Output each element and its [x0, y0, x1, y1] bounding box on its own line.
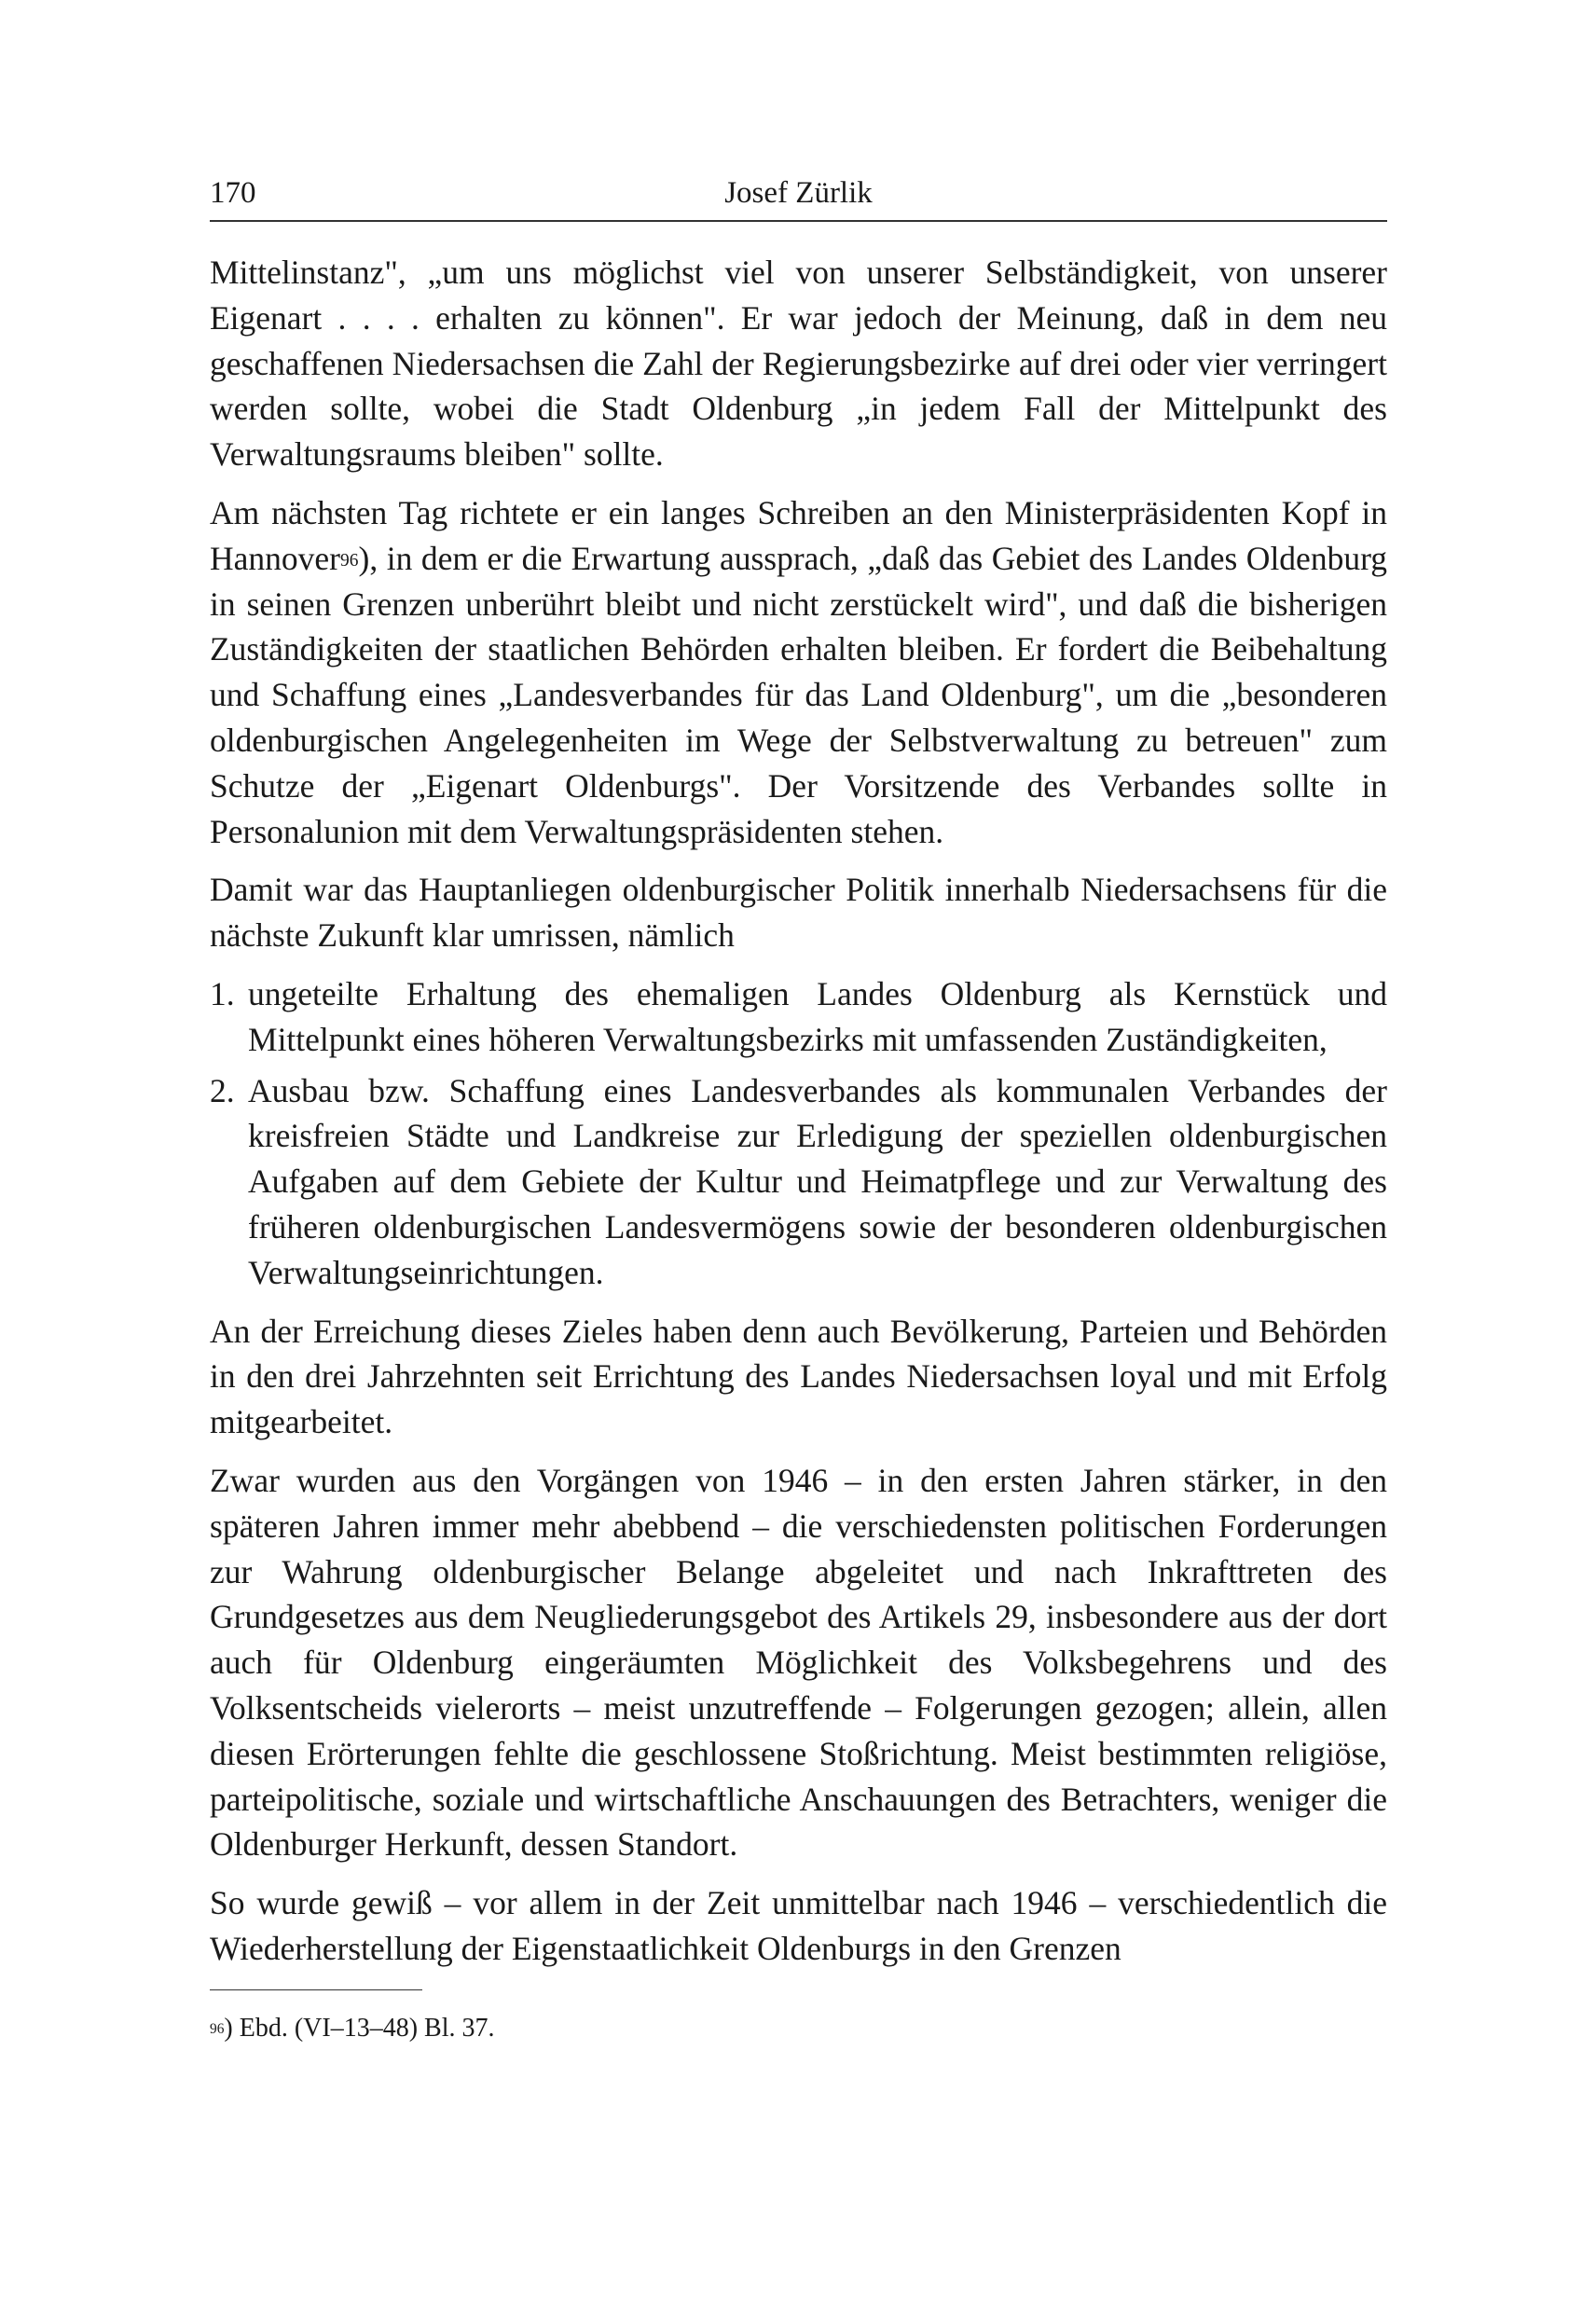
paragraph-5: Zwar wurden aus den Vorgängen von 1946 – in den ersten Jahren stärker, in den späteren Jahren immer mehr abebbend – die verschiedensten politischen Forderungen zur Wahrung oldenburgischer Belange abgeleitet und nach Inkrafttreten des Grundgesetzes aus dem Neugliederungsgebot des Artikels 29, insbesondere aus der dort auch für Oldenburg eingeräumten Möglichkeit des Volksbegehrens und des Volksentscheids vielerorts – meist unzutreffende – Folgerungen gezogen; allein, allen diesen Erörterungen fehlte die geschlossene Stoßrichtung. Meist bestimmten religiöse, parteipolitische, soziale und wirtschaftliche Anschauungen des Betrachters, weniger die Oldenburger Herkunft, dessen Standort. [210, 1461, 1387, 1864]
list-item [210, 1068, 1387, 1296]
footnote-rule [210, 1989, 422, 1990]
running-title: Josef Zürlik [724, 176, 873, 210]
page-number: 170 [210, 176, 256, 210]
paragraph-2-text-before: Am nächsten Tag richtete er ein langes Schreiben an den Ministerpräsidenten Kopf in Hannover [210, 493, 1387, 577]
paragraph-1: Mittelinstanz", „um uns möglichst viel von unserer Selbständigkeit, von unserer Eigenart . . . . erhalten zu können". Er war jedoch der Meinung, daß in dem neu geschaffenen Niedersachsen die Zahl der Regierungsbezirke auf drei oder vier verringert werden sollte, wobei die Stadt Oldenburg „in jedem Fall der Mittelpunkt des Verwaltungsraums bleiben" sollte. [210, 254, 1387, 474]
list-item-number: 1. [210, 974, 235, 1012]
enumerated-list [210, 971, 1387, 1296]
header-rule [210, 220, 1387, 222]
paragraph-4: An der Erreichung dieses Zieles haben denn auch Bevölkerung, Parteien und Behörden in den drei Jahrzehnten seit Errichtung des Landes Niedersachsen loyal und mit Erfolg mitgearbeitet. [210, 1312, 1387, 1441]
list-item [210, 971, 1387, 1063]
running-head [210, 170, 1387, 216]
list-item-text: Ausbau bzw. Schaffung eines Landesverbandes als kommunalen Verbandes der kreisfreien Städte und Landkreise zur Erledigung der speziellen oldenburgischen Aufgaben auf dem Gebiete der Kultur und Heimatpflege und zur Verwaltung des früheren oldenburgischen Landesvermögens sowie der besonderen oldenburgischen Verwaltungseinrichtungen. [248, 1071, 1387, 1291]
footnote [210, 2010, 494, 2047]
list-item-text: ungeteilte Erhaltung des ehemaligen Landes Oldenburg als Kernstück und Mittelpunkt eines höheren Verwaltungsbezirks mit umfassenden Zuständigkeiten, [248, 974, 1387, 1058]
list-item-number: 2. [210, 1071, 235, 1109]
paragraph-6: So wurde gewiß – vor allem in der Zeit unmittelbar nach 1946 – verschiedentlich die Wiederherstellung der Eigenstaatlichkeit Oldenburgs in den Grenzen [210, 1884, 1387, 1967]
footnote-text: ) Ebd. (VI–13–48) Bl. 37. [224, 2014, 495, 2043]
footnote-marker: 96 [210, 2020, 225, 2037]
footnote-reference: 96 [339, 550, 359, 571]
paragraph-2 [210, 490, 1387, 854]
paragraph-2-text-after: ), in dem er die Erwartung aussprach, „daß das Gebiet des Landes Oldenburg in seinen Grenzen unberührt bleibt und nicht zerstückelt wird", und daß die bisherigen Zuständigkeiten der staatlichen Behörden erhalten bleiben. Er fordert die Beibehaltung und Schaffung eines „Landesverbandes für das Land Oldenburg", um die „besonderen oldenburgischen Angelegenheiten im Wege der Selbstverwaltung zu betreuen" zum Schutze der „Eigenart Oldenburgs". Der Vorsitzende des Verbandes sollte in Personalunion mit dem Verwaltungspräsidenten stehen. [210, 539, 1387, 850]
paragraph-3: Damit war das Hauptanliegen oldenburgischer Politik innerhalb Niedersachsens für die nächste Zukunft klar umrissen, nämlich [210, 871, 1387, 955]
body-text [210, 250, 1387, 1985]
